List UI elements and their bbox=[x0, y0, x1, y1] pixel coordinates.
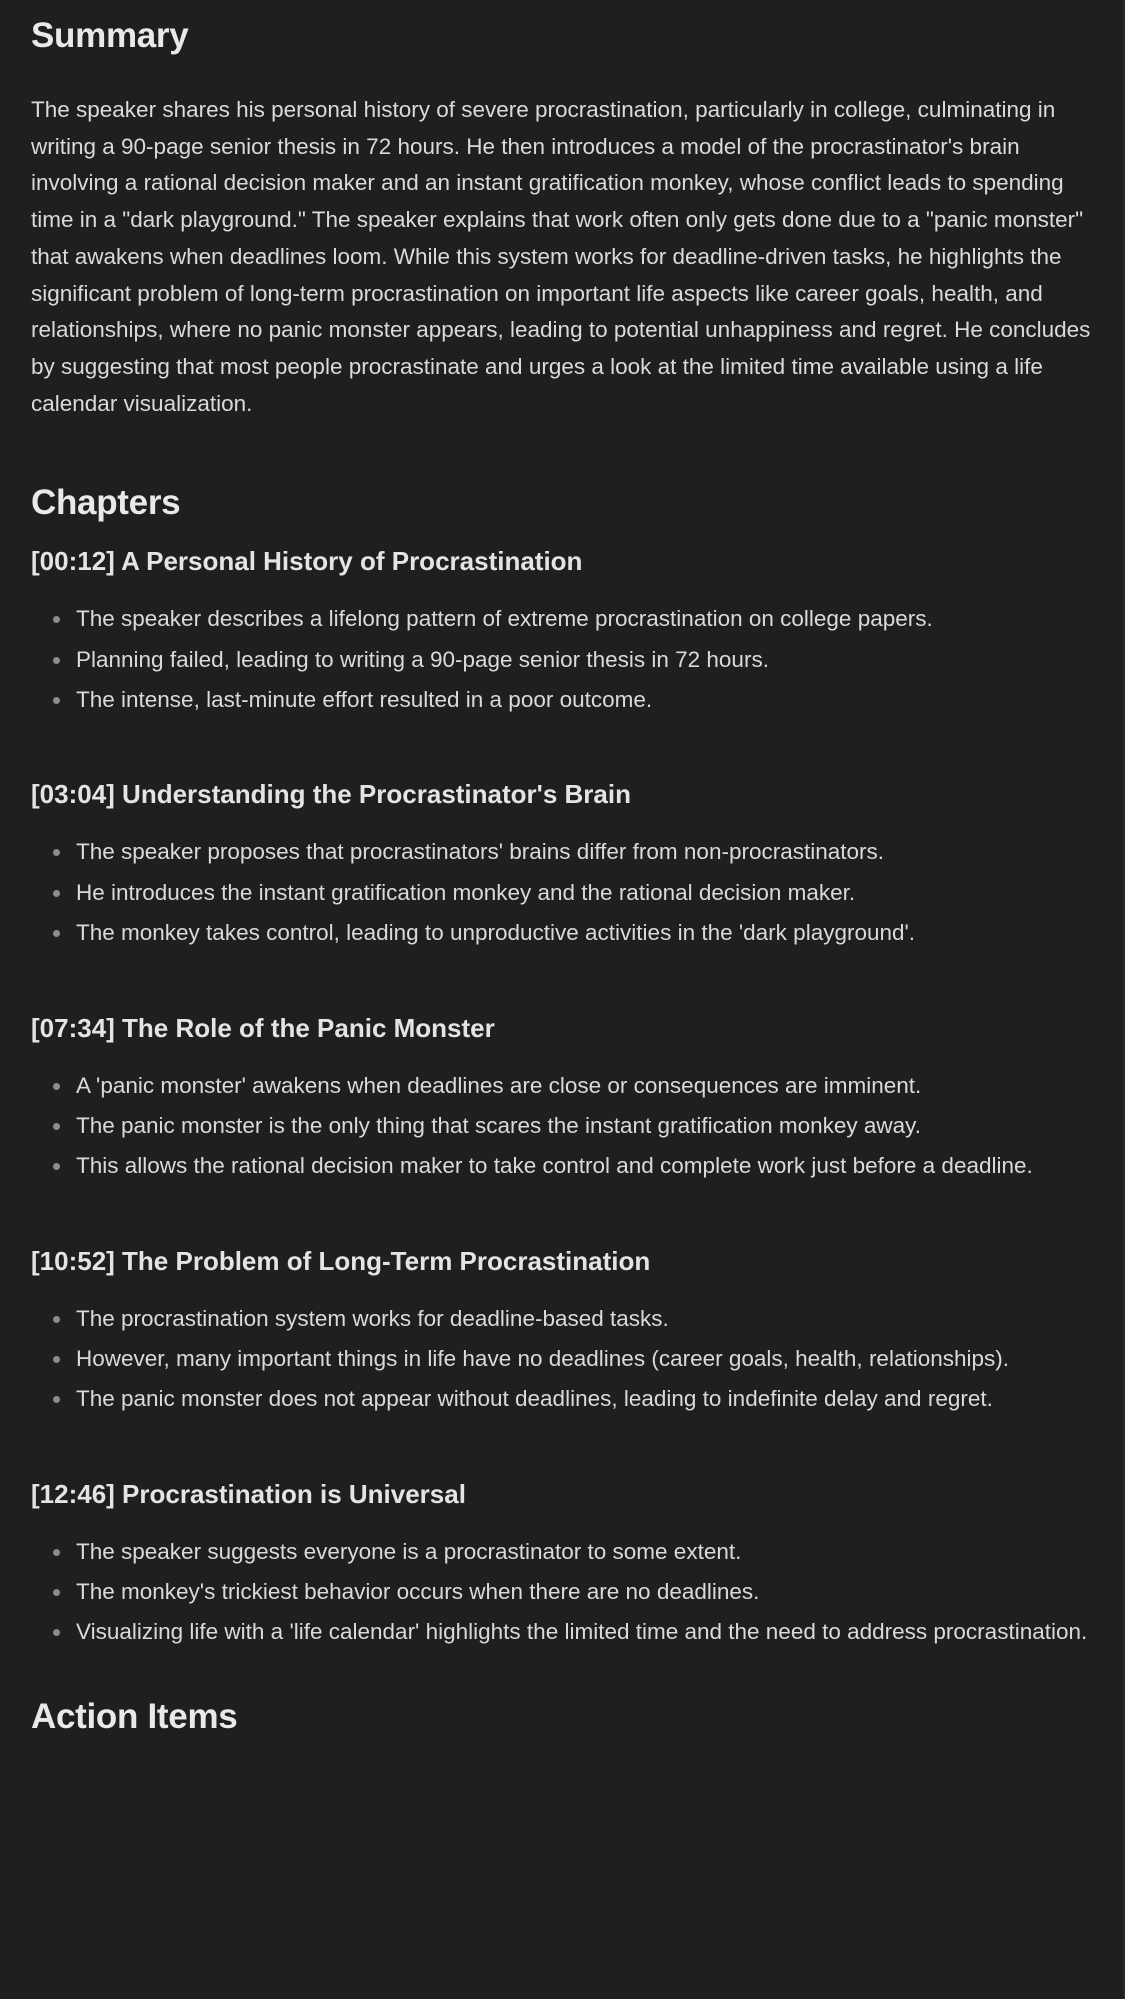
bullet-icon bbox=[53, 1123, 60, 1130]
bullet-icon bbox=[53, 1549, 60, 1556]
bullet-icon bbox=[53, 657, 60, 664]
list-item bbox=[31, 834, 1091, 871]
list-item bbox=[31, 642, 1091, 679]
chapter-title: [12:46] Procrastination is Universal bbox=[31, 1478, 466, 1509]
document-content bbox=[31, 0, 1091, 1739]
summary-heading: Summary bbox=[31, 16, 189, 55]
list-item-text: The panic monster does not appear without deadlines, leading to indefinite delay and regret. bbox=[76, 1386, 993, 1412]
bullet-icon bbox=[53, 616, 60, 623]
list-item bbox=[31, 601, 1091, 638]
list-item bbox=[31, 1108, 1091, 1145]
list-item-text: The speaker proposes that procrastinators' brains differ from non-procrastinators. bbox=[76, 839, 885, 865]
list-item-text: The speaker suggests everyone is a procrastinator to some extent. bbox=[76, 1538, 742, 1564]
bullet-icon bbox=[53, 1163, 60, 1170]
chapter-title: [10:52] The Problem of Long-Term Procrastination bbox=[31, 1245, 651, 1276]
list-item-text: The panic monster is the only thing that scares the instant gratification monkey away. bbox=[76, 1112, 922, 1138]
chapter-points bbox=[31, 1301, 1091, 1418]
summary-text: The speaker shares his personal history of severe procrastination, particularly in college, culminating in writing a 90-page senior thesis in 72 hours. He then introduces a model of the procrastinator's brain involving a rational decision maker and an instant gratification monkey, whose conflict leads to spending time in a "dark playground." The speaker explains that work often only gets done due to a "panic monster" that awakens when deadlines loom. While this system works for deadline-driven tasks, he highlights the significant problem of long-term procrastination on important life aspects like career goals, health, and relationships, where no panic monster appears, leading to potential unhappiness and regret. He concludes by suggesting that most people procrastinate and urges a look at the limited time available using a life calendar visualization. bbox=[31, 97, 1091, 416]
list-item bbox=[31, 1148, 1091, 1185]
chapters-list bbox=[31, 543, 1091, 1651]
list-item bbox=[31, 1614, 1091, 1651]
chapter-title: [07:34] The Role of the Panic Monster bbox=[31, 1012, 495, 1043]
list-item-text: The speaker describes a lifelong pattern of extreme procrastination on college papers. bbox=[76, 606, 933, 632]
chapter-points bbox=[31, 834, 1091, 951]
chapter-section bbox=[31, 543, 1091, 718]
bullet-icon bbox=[53, 1356, 60, 1363]
bullet-icon bbox=[53, 1589, 60, 1596]
bullet-icon bbox=[53, 930, 60, 937]
list-item-text: He introduces the instant gratification monkey and the rational decision maker. bbox=[76, 879, 856, 905]
list-item bbox=[31, 875, 1091, 912]
bullet-icon bbox=[53, 1396, 60, 1403]
list-item-text: The intense, last-minute effort resulted in a poor outcome. bbox=[76, 686, 653, 712]
list-item bbox=[31, 1574, 1091, 1611]
chapter-section bbox=[31, 1476, 1091, 1651]
list-item-text: However, many important things in life have no deadlines (career goals, health, relationships). bbox=[76, 1345, 1010, 1371]
list-item bbox=[31, 1068, 1091, 1105]
list-item-text: A 'panic monster' awakens when deadlines are close or consequences are imminent. bbox=[76, 1072, 922, 1098]
list-item bbox=[31, 1381, 1091, 1418]
list-item bbox=[31, 1341, 1091, 1378]
chapter-section bbox=[31, 776, 1091, 951]
list-item-text: The procrastination system works for deadline-based tasks. bbox=[76, 1305, 669, 1331]
chapter-section bbox=[31, 1010, 1091, 1185]
chapters-heading: Chapters bbox=[31, 483, 181, 523]
list-item-text: The monkey takes control, leading to unproductive activities in the 'dark playground'. bbox=[76, 919, 916, 945]
chapter-points bbox=[31, 1534, 1091, 1651]
list-item bbox=[31, 682, 1091, 719]
bullet-icon bbox=[53, 890, 60, 897]
list-item bbox=[31, 915, 1091, 952]
bullet-icon bbox=[53, 849, 60, 856]
list-item-text: Planning failed, leading to writing a 90-page senior thesis in 72 hours. bbox=[76, 646, 769, 672]
chapter-section bbox=[31, 1243, 1091, 1418]
bullet-icon bbox=[53, 1629, 60, 1636]
list-item bbox=[31, 1301, 1091, 1338]
bullet-icon bbox=[53, 1083, 60, 1090]
list-item-text: This allows the rational decision maker to take control and complete work just before a deadline. bbox=[76, 1152, 1033, 1178]
action-items-heading: Action Items bbox=[31, 1696, 238, 1736]
chapter-points bbox=[31, 601, 1091, 718]
list-item-text: Visualizing life with a 'life calendar' highlights the limited time and the need to address procrastination. bbox=[76, 1619, 1088, 1645]
bullet-icon bbox=[53, 1316, 60, 1323]
list-item-text: The monkey's trickiest behavior occurs when there are no deadlines. bbox=[76, 1578, 760, 1604]
chapter-points bbox=[31, 1068, 1091, 1185]
chapter-title: [03:04] Understanding the Procrastinator's Brain bbox=[31, 779, 631, 810]
bullet-icon bbox=[53, 697, 60, 704]
list-item bbox=[31, 1534, 1091, 1571]
chapter-title: [00:12] A Personal History of Procrastination bbox=[31, 546, 583, 577]
